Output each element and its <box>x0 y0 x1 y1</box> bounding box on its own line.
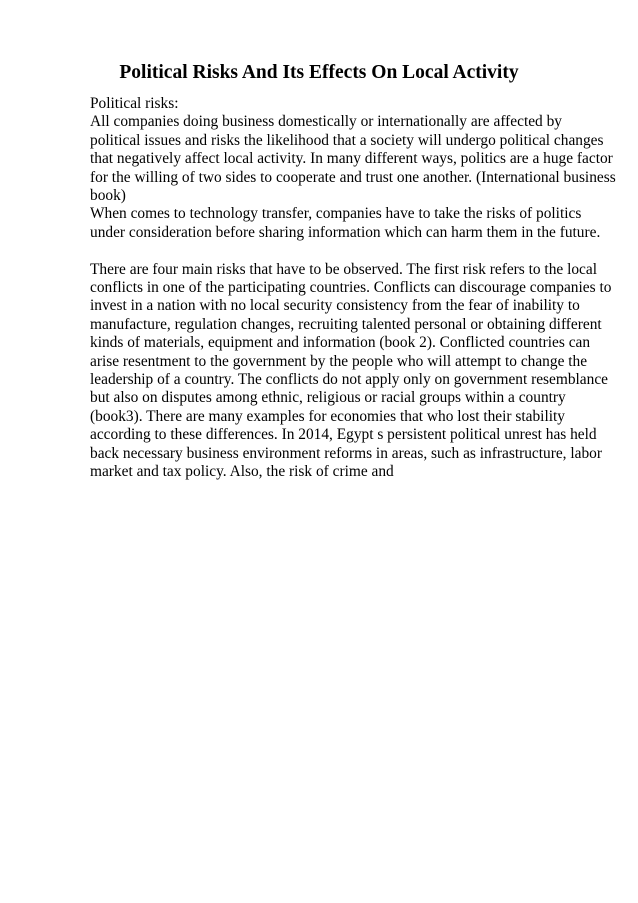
paragraph-line: market and tax policy. Also, the risk of crime and <box>90 463 394 481</box>
paragraph-line: arise resentment to the government by the people who will attempt to change the <box>90 352 588 370</box>
paragraph-line: but also on disputes among ethnic, religious or racial groups within a country <box>90 389 566 407</box>
paragraph-line: When comes to technology transfer, companies have to take the risks of politics <box>90 205 582 223</box>
paragraph-line: according to these differences. In 2014, Egypt s persistent political unrest has held <box>90 426 597 444</box>
paragraph-line: kinds of materials, equipment and information (book 2). Conflicted countries can <box>90 334 591 352</box>
paragraph-line: (book3). There are many examples for economies that who lost their stability <box>90 407 565 425</box>
paragraph-line: There are four main risks that have to be observed. The first risk refers to the local <box>90 260 597 278</box>
paragraph-line: invest in a nation with no local security consistency from the fear of inability to <box>90 297 580 315</box>
paragraph-line: manufacture, regulation changes, recruiting talented personal or obtaining different <box>90 315 602 333</box>
paragraph-line: book) <box>90 187 126 205</box>
section-heading: Political risks: <box>90 95 179 112</box>
paragraph-line: that negatively affect local activity. In many different ways, politics are a huge factor <box>90 150 613 168</box>
page-title: Political Risks And Its Effects On Local Activity <box>119 62 519 83</box>
paragraph-spacer <box>90 242 600 260</box>
document-body <box>90 95 616 482</box>
paragraph-line: for the willing of two sides to cooperate and trust one another. (International business <box>90 168 616 186</box>
paragraph-line: All companies doing business domestically or internationally are affected by <box>90 113 562 131</box>
paragraph-line: leadership of a country. The conflicts do not apply only on government resemblance <box>90 371 608 389</box>
paragraph-line: under consideration before sharing information which can harm them in the future. <box>90 223 601 241</box>
paragraph-line: political issues and risks the likelihood that a society will undergo political changes <box>90 131 604 149</box>
paragraph-line: conflicts in one of the participating countries. Conflicts can discourage companies to <box>90 279 612 297</box>
paragraph-line: back necessary business environment reforms in areas, such as infrastructure, labor <box>90 444 602 462</box>
